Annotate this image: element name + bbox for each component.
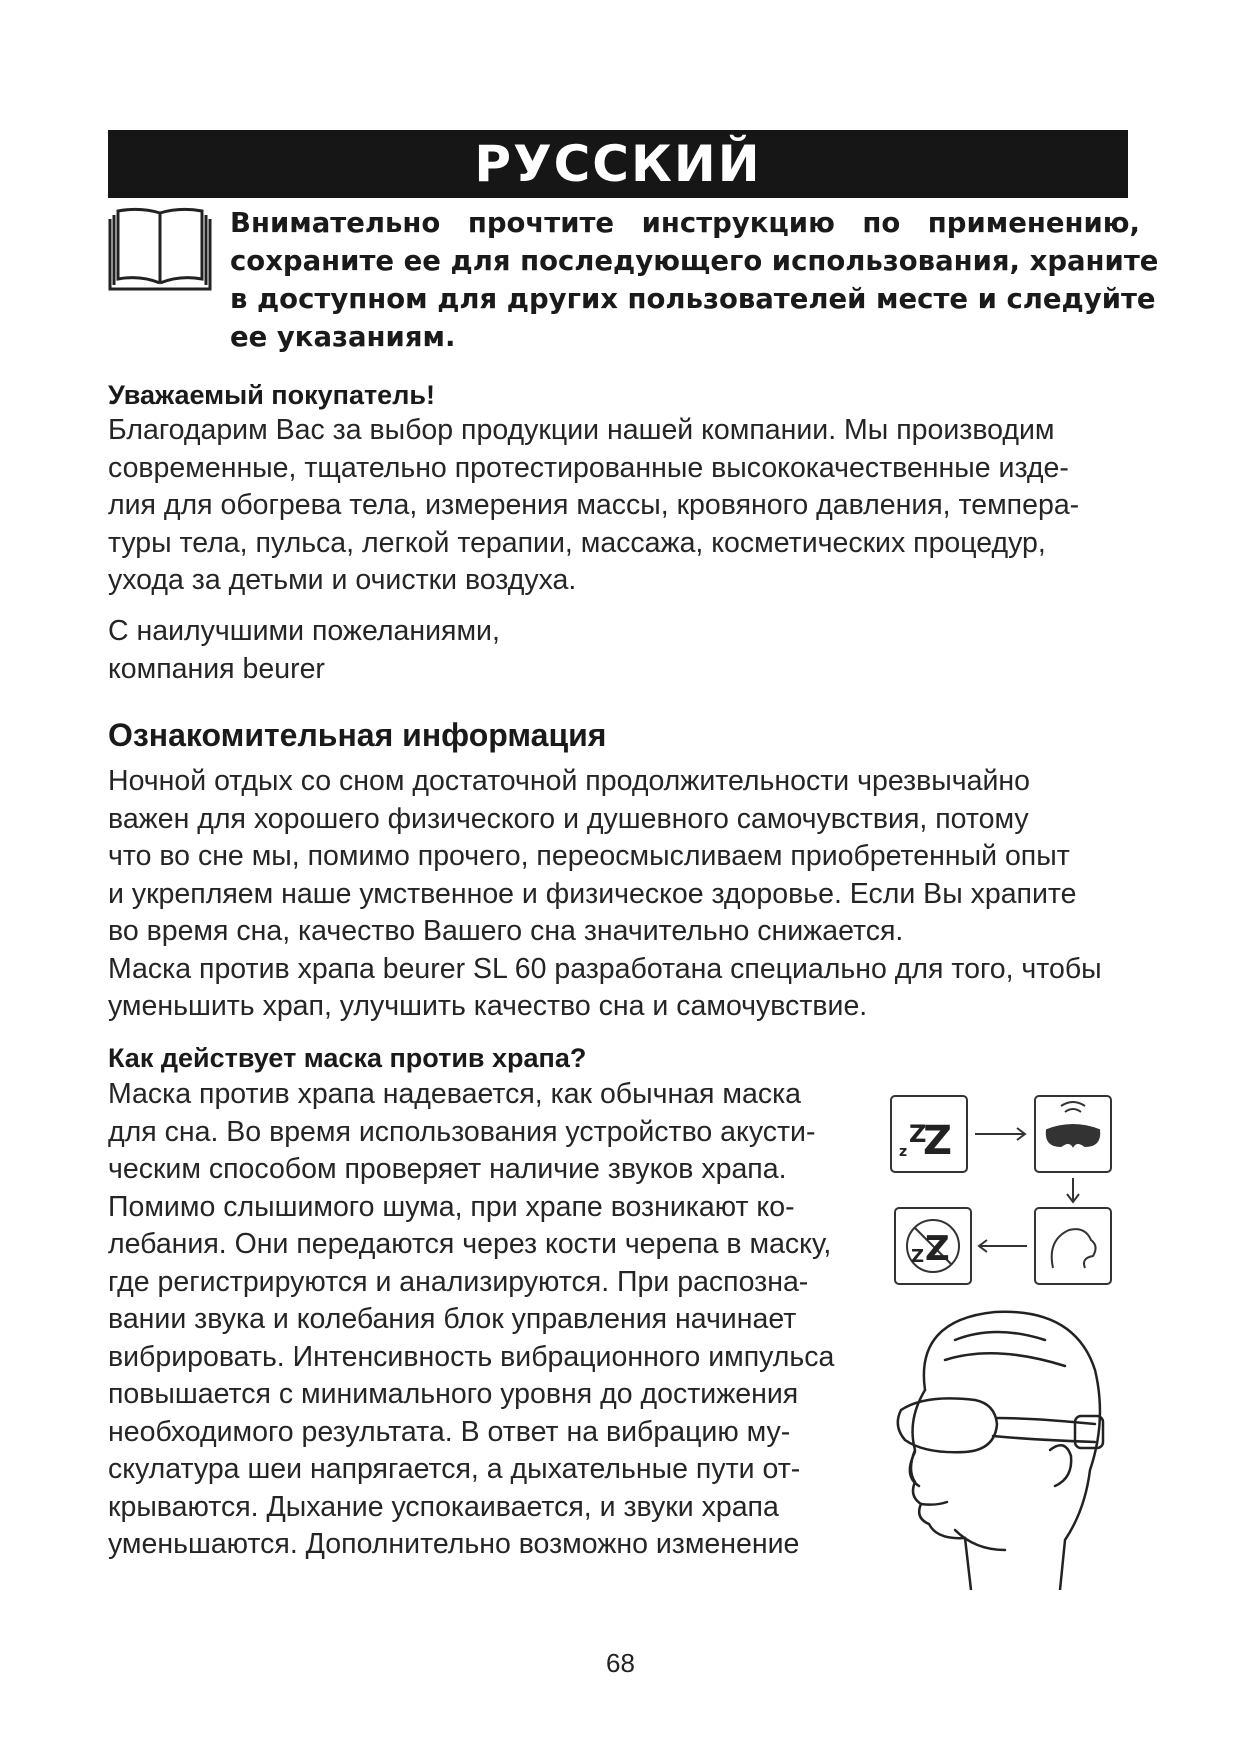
text-line: вании звука и колебания блок управления начинает bbox=[108, 1303, 797, 1335]
snore-z-medium: Z bbox=[909, 1120, 927, 1148]
text-line: уменьшаются. Дополнительно возможно изменение bbox=[108, 1528, 800, 1560]
person-wearing-mask-illustration bbox=[885, 1300, 1130, 1590]
text-line: крываются. Дыхание успокаивается, и звуки храпа bbox=[108, 1490, 779, 1523]
text-line: ческим способом проверяет наличие звуков храпа. bbox=[108, 1153, 787, 1185]
intro-paragraph bbox=[108, 763, 1102, 1026]
text-line: туры тела, пульса, легкой терапии, массажа, косметических процедур, bbox=[108, 526, 1046, 559]
text-line: скулатура шеи напрягается, а дыхательные пути от- bbox=[108, 1453, 801, 1485]
vibration-box bbox=[1035, 1208, 1111, 1284]
text-line: необходимого результата. В ответ на вибрацию му- bbox=[108, 1415, 791, 1448]
how-paragraph bbox=[108, 1076, 834, 1564]
how-heading: Как действует маска против храпа? bbox=[108, 1043, 587, 1073]
text-line: лия для обогрева тела, измерения массы, кровяного давления, темпера- bbox=[108, 489, 1080, 521]
vibration-waves bbox=[1061, 1102, 1085, 1112]
text-line: лебания. Они передаются через кости черепа в маску, bbox=[108, 1228, 832, 1260]
nosnore-z-large: Z bbox=[925, 1229, 950, 1269]
text-line: повышается с минимального уровня до достижения bbox=[108, 1378, 799, 1410]
notice-line: Внимательно прочтите инструкцию по применению, bbox=[230, 207, 1140, 239]
head-profile-shape bbox=[1052, 1229, 1096, 1268]
notice-line: сохраните ее для последующего использования, храните bbox=[230, 245, 1159, 277]
notice-line: ее указаниям. bbox=[230, 321, 456, 353]
intro-heading: Ознакомительная информация bbox=[108, 717, 607, 753]
arrow-down bbox=[1067, 1178, 1079, 1202]
text-line: во время сна, качество Вашего сна значительно снижается. bbox=[108, 915, 904, 947]
snore-z-large: Z bbox=[923, 1118, 953, 1164]
language-header: РУССКИЙ bbox=[108, 130, 1128, 198]
text-line: современные, тщательно протестированные высококачественные изде- bbox=[108, 451, 1069, 484]
text-line: Благодарим Вас за выбор продукции нашей компании. Мы производим bbox=[108, 414, 1055, 446]
arrow-left bbox=[979, 1240, 1027, 1252]
signoff bbox=[108, 613, 500, 688]
signoff-line: С наилучшими пожеланиями, bbox=[108, 615, 500, 647]
text-line: ухода за детьми и очистки воздуха. bbox=[108, 564, 577, 596]
signoff-line: компания beurer bbox=[108, 652, 325, 685]
text-line: где регистрируются и анализируются. При распозна- bbox=[108, 1265, 809, 1298]
text-line: важен для хорошего физического и душевного самочувствия, потому bbox=[108, 802, 1029, 835]
open-book-icon bbox=[106, 205, 214, 295]
nosnore-z-small: Z bbox=[911, 1246, 925, 1267]
text-line: Ночной отдых со сном достаточной продолжительности чрезвычайно bbox=[108, 765, 1030, 797]
notice-line: в доступном для других пользователей месте и следуйте bbox=[230, 283, 1156, 315]
text-line: Маска против храпа надевается, как обычная маска bbox=[108, 1078, 802, 1110]
text-line: уменьшить храп, улучшить качество сна и самочувствие. bbox=[108, 990, 868, 1022]
text-line: и укрепляем наше умственное и физическое здоровье. Если Вы храпите bbox=[108, 877, 1077, 910]
text-line: вибрировать. Интенсивность вибрационного импульса bbox=[108, 1340, 835, 1373]
greeting-heading: Уважаемый покупатель! bbox=[108, 380, 435, 410]
mask-shape bbox=[1047, 1125, 1099, 1146]
text-line: Маска против храпа beurer SL 60 разработана специально для того, чтобы bbox=[108, 952, 1102, 985]
arrow-right bbox=[975, 1128, 1025, 1140]
snore-z-small: z bbox=[899, 1144, 908, 1160]
text-line: Помимо слышимого шума, при храпе возникают ко- bbox=[108, 1190, 795, 1223]
snore-cycle-diagram bbox=[885, 1090, 1125, 1290]
text-line: для сна. Во время использования устройство акусти- bbox=[108, 1115, 816, 1148]
greeting-paragraph bbox=[108, 412, 1079, 600]
page-number: 68 bbox=[606, 1648, 635, 1678]
safety-notice bbox=[230, 204, 1159, 356]
text-line: что во сне мы, помимо прочего, переосмысливаем приобретенный опыт bbox=[108, 840, 1070, 872]
